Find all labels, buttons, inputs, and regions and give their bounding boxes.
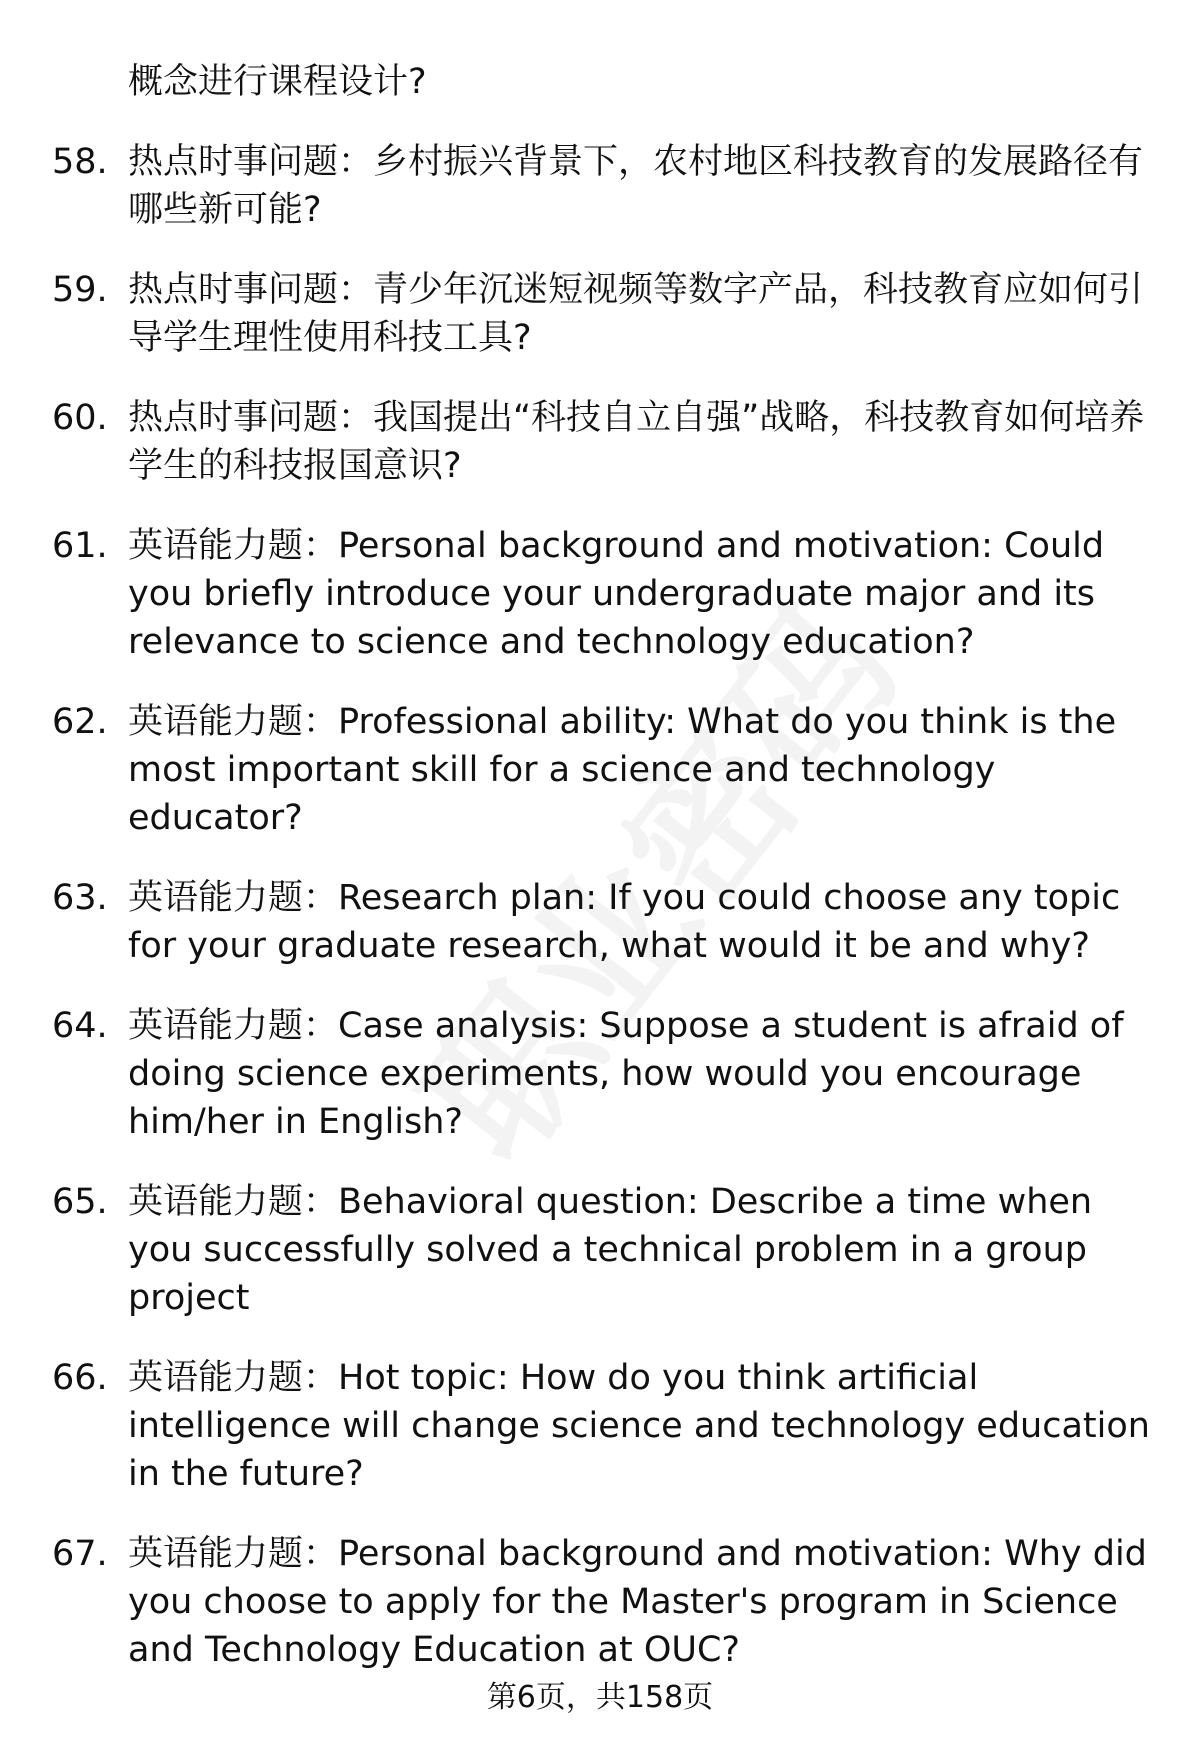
question-text: 英语能力题：Behavioral question: Describe a time when you successfully solved a technical problem in a group project bbox=[128, 1182, 1093, 1318]
question-number: 59. bbox=[52, 270, 108, 310]
question-item bbox=[0, 698, 1200, 842]
question-item bbox=[0, 1002, 1200, 1146]
question-text: 英语能力题：Hot topic: How do you think artificial intelligence will change science and technology education in the future? bbox=[128, 1358, 1150, 1494]
question-item bbox=[0, 874, 1200, 970]
question-text: 英语能力题：Case analysis: Suppose a student is afraid of doing science experiments, how would you encourage him/her in English? bbox=[128, 1006, 1124, 1142]
question-text: 英语能力题：Personal background and motivation: Could you briefly introduce your undergraduate major and its relevance to science and technology education? bbox=[128, 526, 1105, 662]
question-number: 63. bbox=[52, 878, 108, 918]
question-text: 热点时事问题：青少年沉迷短视频等数字产品，科技教育应如何引导学生理性使用科技工具? bbox=[128, 270, 1144, 358]
question-number: 65. bbox=[52, 1182, 108, 1222]
question-item bbox=[0, 266, 1200, 362]
question-item bbox=[0, 1354, 1200, 1498]
question-number: 64. bbox=[52, 1006, 108, 1046]
question-item bbox=[0, 138, 1200, 234]
question-list bbox=[0, 138, 1200, 1674]
question-item bbox=[0, 522, 1200, 666]
question-item bbox=[0, 1178, 1200, 1322]
question-item bbox=[0, 1530, 1200, 1674]
page-number-footer: 第6页，共158页 bbox=[486, 1680, 714, 1715]
question-text: 热点时事问题：乡村振兴背景下，农村地区科技教育的发展路径有哪些新可能? bbox=[128, 142, 1144, 230]
question-text: 英语能力题：Professional ability: What do you think is the most important skill for a science and technology educator? bbox=[128, 702, 1117, 838]
question-number: 67. bbox=[52, 1534, 108, 1574]
question-number: 62. bbox=[52, 702, 108, 742]
question-text: 热点时事问题：我国提出“科技自立自强”战略，科技教育如何培养学生的科技报国意识? bbox=[128, 398, 1145, 486]
question-text: 英语能力题：Research plan: If you could choose any topic for your graduate research, what would it be and why? bbox=[128, 878, 1121, 966]
question-item bbox=[0, 394, 1200, 490]
question-content bbox=[0, 58, 1200, 1706]
question-number: 66. bbox=[52, 1358, 108, 1398]
question-text: 英语能力题：Personal background and motivation: Why did you choose to apply for the Master's program in Science and Technology Education at OUC? bbox=[128, 1534, 1147, 1670]
continued-question-text: 概念进行课程设计? bbox=[128, 62, 427, 102]
question-number: 60. bbox=[52, 398, 108, 438]
question-number: 61. bbox=[52, 526, 108, 566]
question-number: 58. bbox=[52, 142, 108, 182]
